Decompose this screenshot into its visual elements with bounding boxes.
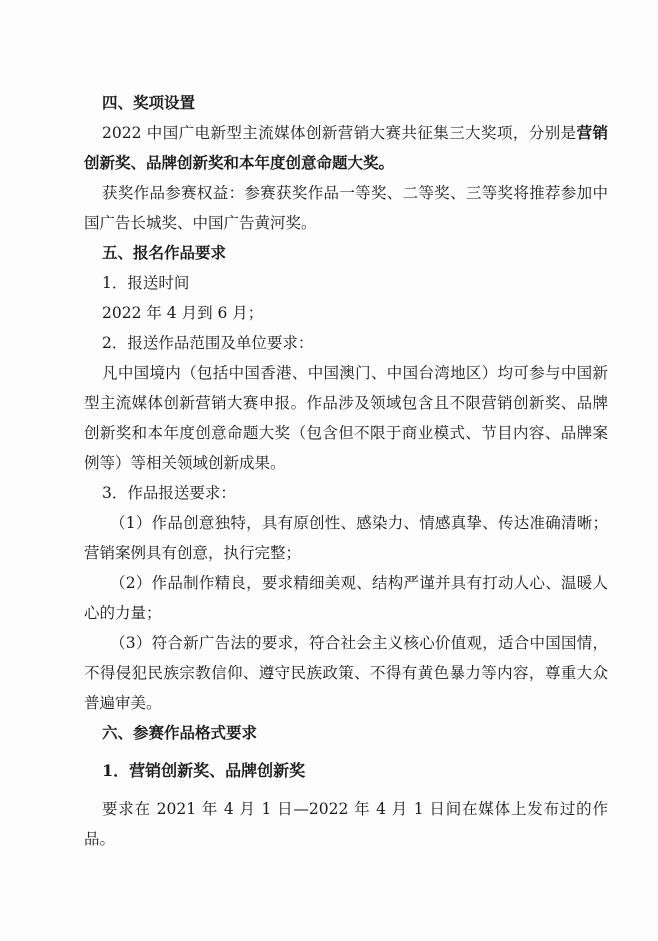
- item-scope: 2．报送作品范围及单位要求：: [102, 334, 314, 352]
- requirement-1: （1）作品创意独特，具有原创性、感染力、情感真挚、传达准确清晰；营销案例具有创意，执行完整；: [84, 514, 608, 562]
- document-body: [84, 88, 608, 854]
- requirement-2: （2）作品制作精良，要求精细美观、结构严谨并具有打动人心、温暖人心的力量；: [84, 574, 608, 622]
- item-submission-time: 1．报送时间: [102, 274, 190, 292]
- section-heading-awards: 四、奖项设置: [102, 93, 196, 112]
- subheading-marketing-brand: 1．营销创新奖、品牌创新奖: [102, 761, 306, 780]
- scope-paragraph: 凡中国境内（包括中国香港、中国澳门、中国台湾地区）均可参与中国新型主流媒体创新营销大赛申报。作品涉及领域包含且不限营销创新奖、品牌创新奖和本年度创意命题大奖（包含但不限于商业模式、节目内容、品牌案例等）等相关领域创新成果。: [84, 364, 608, 472]
- awards-paragraph-text: 2022 中国广电新型主流媒体创新营销大赛共征集三大奖项，分别是: [102, 124, 577, 142]
- submission-time-value: 2022 年 4 月到 6 月；: [102, 304, 264, 322]
- awards-list-bold: 营销创新奖、品牌创新奖和本年度创意命题大奖。: [84, 123, 608, 172]
- requirement-3: （3）符合新广告法的要求，符合社会主义核心价值观，适合中国国情，不得侵犯民族宗教信仰、遵守民族政策、不得有黄色暴力等内容，尊重大众普遍审美。: [84, 634, 608, 712]
- section-heading-requirements: 五、报名作品要求: [102, 243, 227, 262]
- item-submission-requirements: 3．作品报送要求：: [102, 484, 236, 502]
- awards-paragraph: [84, 118, 608, 178]
- awards-rights-paragraph: 获奖作品参赛权益：参赛获奖作品一等奖、二等奖、三等奖将推荐参加中国广告长城奖、中国广告黄河奖。: [84, 184, 608, 232]
- format-paragraph: 要求在 2021 年 4 月 1 日—2022 年 4 月 1 日间在媒体上发布过的作品。: [84, 800, 608, 848]
- section-heading-format: 六、参赛作品格式要求: [102, 723, 258, 742]
